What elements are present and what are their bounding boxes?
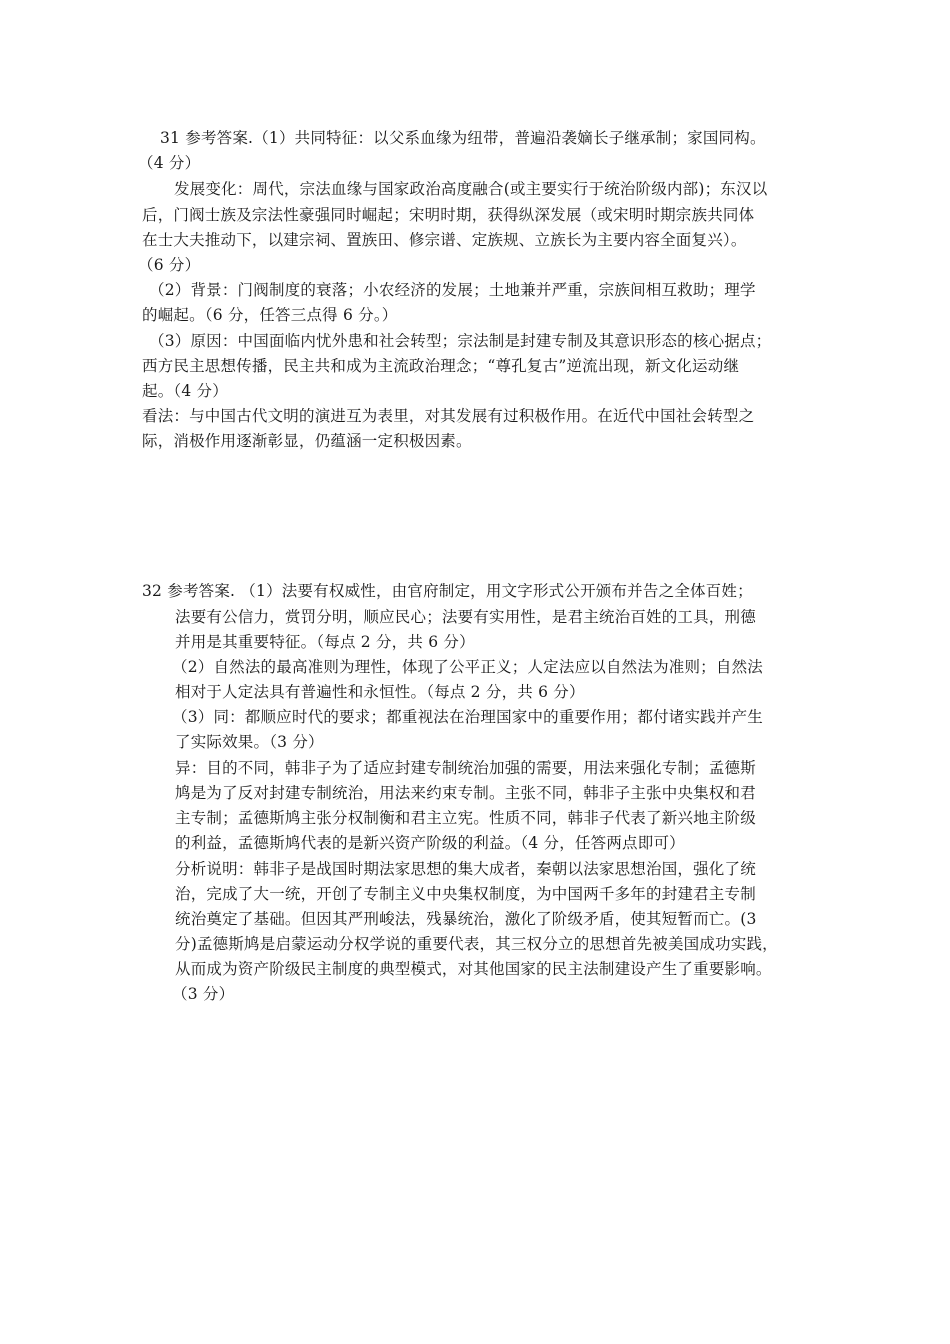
answer-32-line: 从而成为资产阶级民主制度的典型模式，对其他国家的民主法制建设产生了重要影响。 xyxy=(175,960,772,978)
answer-32-line: （2）自然法的最高准则为理性，体现了公平正义；人定法应以自然法为准则；自然法 xyxy=(172,658,763,676)
answer-31-line: 西方民主思想传播，民主共和成为主流政治理念；“尊孔复古”逆流出现，新文化运动继 xyxy=(142,357,740,375)
answer-32-line: 了实际效果。（3 分） xyxy=(175,733,324,751)
answer-32-line: 相对于人定法具有普遍性和永恒性。（每点 2 分，共 6 分） xyxy=(175,683,585,701)
answer-32-line: （3 分） xyxy=(172,985,235,1003)
answer-32-line: 异：目的不同，韩非子为了适应封建专制统治加强的需要，用法来强化专制；孟德斯 xyxy=(175,759,756,777)
answer-31-line: （6 分） xyxy=(138,256,201,274)
answer-31-line: （4 分） xyxy=(138,154,201,172)
answer-32-line: 分)孟德斯鸠是启蒙运动分权学说的重要代表，其三权分立的思想首先被美国成功实践， xyxy=(175,935,778,953)
answer-31-line: 起。（4 分） xyxy=(142,382,228,400)
answer-32-line: 的利益，孟德斯鸠代表的是新兴资产阶级的利益。（4 分，任答两点即可） xyxy=(175,834,685,852)
answer-31-line: （2）背景：门阀制度的衰落；小农经济的发展；土地兼并严重，宗族间相互救助；理学 xyxy=(149,281,756,299)
answer-32-line: 统治奠定了基础。但因其严刑峻法，残暴统治，激化了阶级矛盾，使其短暂而亡。(3 xyxy=(175,910,757,928)
answer-31-line: 后，门阀士族及宗法性豪强同时崛起；宋明时期，获得纵深发展（或宋明时期宗族共同体 xyxy=(142,206,755,224)
answer-31-line: 在士大夫推动下，以建宗祠、置族田、修宗谱、定族规、立族长为主要内容全面复兴）。 xyxy=(142,231,747,249)
answer-31-line: （3）原因：中国面临内忧外患和社会转型；宗法制是封建专制及其意识形态的核心据点； xyxy=(149,332,772,350)
answer-32-line: 并用是其重要特征。（每点 2 分，共 6 分） xyxy=(175,633,475,651)
answer-32-line: 主专制；孟德斯鸠主张分权制衡和君主立宪。性质不同，韩非子代表了新兴地主阶级 xyxy=(175,809,756,827)
answer-32-line: （3）同：都顺应时代的要求；都重视法在治理国家中的重要作用；都付诸实践并产生 xyxy=(172,708,763,726)
answer-31-line: 的崛起。（6 分，任答三点得 6 分。） xyxy=(142,306,398,324)
answer-32-line: 法要有公信力，赏罚分明，顺应民心；法要有实用性，是君主统治百姓的工具，刑德 xyxy=(175,608,756,626)
answer-32-line: 32 参考答案. （1）法要有权威性，由官府制定，用文字形式公开颁布并告之全体百姓； xyxy=(142,582,753,600)
answer-32-line: 治，完成了大一统，开创了专制主义中央集权制度，为中国两千多年的封建君主专制 xyxy=(175,885,756,903)
answer-32-line: 鸠是为了反对封建专制统治，用法来约束专制。主张不同，韩非子主张中央集权和君 xyxy=(175,784,756,802)
answer-31-line: 际，消极作用逐渐彰显，仍蕴涵一定积极因素。 xyxy=(142,432,472,450)
answer-31-line: 看法：与中国古代文明的演进互为表里，对其发展有过积极作用。在近代中国社会转型之 xyxy=(142,407,755,425)
answer-31-line: 发展变化：周代，宗法血缘与国家政治高度融合(或主要实行于统治阶级内部)；东汉以 xyxy=(174,180,768,198)
answer-31-line: 31 参考答案.（1）共同特征：以父系血缘为纽带，普遍沿袭嫡长子继承制；家国同构。 xyxy=(160,129,766,147)
answer-32-line: 分析说明：韩非子是战国时期法家思想的集大成者，秦朝以法家思想治国，强化了统 xyxy=(175,860,756,878)
